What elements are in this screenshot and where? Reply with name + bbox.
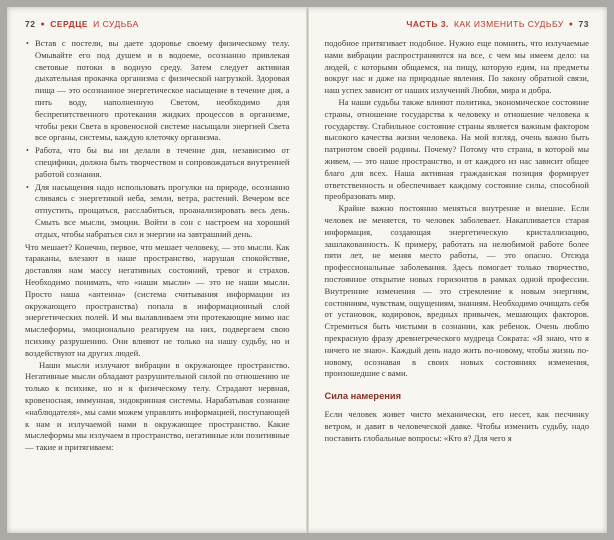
paragraph: На наши судьбы также влияют политика, экономическое состояние страны, отношение государства к человеку и отношение человека к государству. Стабильное состояние страны является важным фактором высокого качества жизни человека. На мой взгляд, очень важно быть патриотом своей родины. Почему? Потому что страна, в которой мы живем, — это наше пространство, и от каждого из нас зависит общее благо для всех. Наша активная гражданская позиция формирует ответственность и обеспечивает каждому состояние силы, способной преобразовать мир. bbox=[324, 96, 589, 202]
paragraph: подобное притягивает подобное. Нужно еще помнить, что излучаемые нами вибрации распространяются на все, с чем мы имеем дело: на людей, с которыми общаемся, на пищу, которую едим, на предметы вокруг нас и даже на природные явления. По закону обратной связи, наш успех зависит от наших излучений Любви, мира и добра. bbox=[324, 38, 589, 96]
running-part-label: ЧАСТЬ 3. bbox=[406, 19, 449, 29]
page-left-body bbox=[25, 38, 290, 454]
running-title-rest: КАК ИЗМЕНИТЬ СУДЬБУ bbox=[453, 19, 564, 29]
page-left bbox=[7, 7, 306, 533]
running-title-rest: И СУДЬБА bbox=[93, 19, 139, 29]
bullet-list bbox=[25, 38, 290, 241]
bullet-item bbox=[25, 182, 290, 241]
bullet-item bbox=[25, 38, 290, 144]
page-number-right: 73 bbox=[578, 19, 589, 29]
page-number-left: 72 bbox=[25, 19, 36, 29]
page-right-body bbox=[325, 38, 590, 444]
book-spread bbox=[7, 7, 607, 533]
paragraph: Что мешает? Конечно, первое, что мешает человеку, — это мысли. Как тараканы, влезают в наше пространство, нарушая спокойствие, доставляя нам массу негативных состояний, тревог и страхов. Необходимо понимать, что «наши мысли» — это не наши мысли. Просто наша «антенна» (система считывания информации из окружающего пространства) попала в информационный слой энергетических полей. И мы вылавливаем эти протекающие мимо нас мыслеформы, эмоционально реагируем на них, подвергаем свою психику разрушению. Они влияют не только на нашу судьбу, но и воздействуют на других людей. bbox=[25, 241, 290, 358]
page-right bbox=[309, 7, 608, 533]
bullet-item bbox=[25, 145, 290, 180]
bullet-marker-icon: • bbox=[26, 146, 29, 156]
bullet-text: Для насыщения надо использовать прогулки на природе, осознанно сливаясь с энергетикой неба, земли, ветра, растений. Вечером все отпустить, прощаться, расслабиться, проанализировать весь день. Смыть все мысли, эмоции. Войти в сон с настроем на хороший отдых, чтобы набраться сил и энергии на завтрашний день. bbox=[35, 181, 290, 239]
bullet-text: Встав с постели, вы даете здоровье своему физическому телу. Омывайте его под душем и в водоеме, осознанно привлекая световые потоки в водную среду. Затем следует активная дыхательная прокачка организма с физической нагрузкой. Здоровая пища — это осознанное энергетическое насыщение в течение дня, а пить воду, наполненную Светом, необходимо для беспрепятственного протекания жидких процессов в организме, чтобы реки Света в кровеносной системе насыщали энергией Света все органы, системы, каждую клеточку организма. bbox=[35, 38, 290, 143]
section-heading: Сила намерения bbox=[324, 391, 402, 402]
running-header-right bbox=[325, 19, 590, 29]
paragraph: Наши мысли излучают вибрации в окружающее пространство. Негативные мысли обладают разрушительной силой по отношению не только к психике, но и к физическому телу. Страдают нервная, кровеносная, иммунная, эндокринная системы. Нарабатывая сознание «наблюдателя», мы сами можем управлять информацией, поступающей к нам и излучаемой нами в окружающее пространство. Какие мыслеформы мы излучаем в пространство, негативные или позитивные — такие и притягиваем: bbox=[25, 359, 290, 453]
bullet-marker-icon: • bbox=[26, 182, 29, 192]
running-header-left bbox=[25, 19, 290, 29]
header-bullet-icon: ● bbox=[568, 20, 574, 28]
header-bullet-icon: ● bbox=[40, 20, 46, 28]
running-title-strong: СЕРДЦЕ bbox=[50, 19, 89, 29]
paragraph: Если человек живет чисто механически, его несет, как песчинку ветром, и давит в человеческой давке. Чтобы изменить судьбу, надо поставить глобальные вопросы: «Кто я? Для чего я bbox=[324, 408, 589, 443]
bullet-text: Работа, что бы вы ни делали в течение дня, независимо от специфики, должна быть творчеством и сопровождаться внутренней работой сознания. bbox=[35, 145, 290, 179]
bullet-marker-icon: • bbox=[26, 39, 29, 48]
paragraph: Крайне важно постоянно меняться внутренне и внешне. Если человек не меняется, то человек заболевает. Накапливается старая информация, создающая энергетическую кристаллизацию, зашлакованность. К примеру, работать на нелюбимой работе более пяти лет, не меняя место работы, — это опасно. Отсюда профессиональные заболевания. Здесь помогает только творчество, постоянное открытие новых горизонтов в рамках одной профессии. Внутренние изменения — это стремление к новым энергиям, состояниям, чувствам, ощущениям, знаниям. Необходимо очищать себя от установок, кодировок, вредных привычек, мешающих факторов. Стремиться быть чистыми в сознании, как ребенок. Очень люблю прекрасную фразу древнегреческого мудреца Сократа: «Я знаю, что я ничего не знаю». Каждый день надо жить по-новому, чтобы жизнь по-новому, осознавая в своих новых состояниях изменения, произошедшие с вами. bbox=[324, 203, 589, 379]
